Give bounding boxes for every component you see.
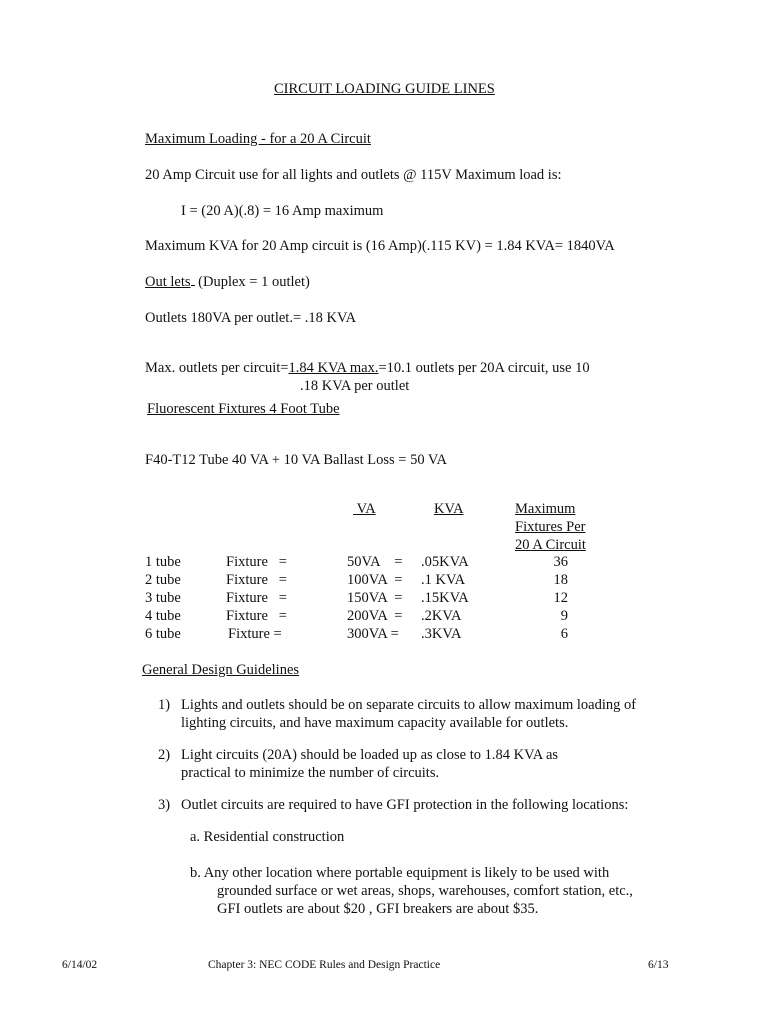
row-2-fixture: Fixture =	[226, 572, 287, 588]
row-5-kva: .3KVA	[421, 626, 462, 642]
guideline-3-num: 3)	[158, 797, 171, 813]
outlets-per-outlet: Outlets 180VA per outlet.= .18 KVA	[145, 310, 357, 326]
guideline-2-line2: practical to minimize the number of circuits.	[181, 765, 440, 781]
guideline-3-line1: Outlet circuits are required to have GFI protection in the following locations:	[181, 797, 629, 813]
outlets-heading-line	[145, 273, 310, 291]
col-max-header-3: 20 A Circuit	[515, 537, 586, 553]
max-outlets-numerator: 1.84 KVA max.	[288, 360, 379, 376]
row-1-kva: .05KVA	[421, 554, 469, 570]
guideline-1-line2: lighting circuits, and have maximum capacity available for outlets.	[181, 715, 569, 731]
guideline-3-sub-b-line3: GFI outlets are about $20 , GFI breakers are about $35.	[217, 901, 539, 917]
max-loading-heading: Maximum Loading - for a 20 A Circuit	[145, 131, 371, 147]
row-1-va: 50VA =	[347, 554, 403, 570]
max-outlets-suffix: =10.1 outlets per 20A circuit, use 10	[378, 360, 590, 376]
guideline-3-sub-b-line2: grounded surface or wet areas, shops, warehouses, comfort station, etc.,	[217, 883, 633, 899]
footer-date: 6/14/02	[62, 959, 98, 971]
row-3-tube: 3 tube	[145, 590, 181, 606]
col-max-header-2: Fixtures Per	[515, 519, 586, 535]
max-outlets-prefix: Max. outlets per circuit=	[145, 360, 289, 376]
guidelines-heading: General Design Guidelines	[142, 662, 300, 678]
footer-page: 6/13	[648, 959, 669, 971]
col-max-header-1: Maximum	[515, 501, 576, 517]
row-3-kva: .15KVA	[421, 590, 469, 606]
guideline-3-sub-b-line1: b. Any other location where portable equipment is likely to be used with	[190, 865, 610, 881]
row-5-va: 300VA =	[347, 626, 399, 642]
row-1-tube: 1 tube	[145, 554, 181, 570]
row-4-va: 200VA =	[347, 608, 403, 624]
row-1-max: 36	[553, 554, 568, 570]
guideline-1-num: 1)	[158, 697, 171, 713]
row-3-max: 12	[553, 590, 568, 606]
row-2-va: 100VA =	[347, 572, 403, 588]
row-3-fixture: Fixture =	[226, 590, 287, 606]
max-kva-line: Maximum KVA for 20 Amp circuit is (16 Amp)(.115 KV) = 1.84 KVA= 1840VA	[145, 238, 615, 254]
row-2-kva: .1 KVA	[421, 572, 466, 588]
outlets-heading-underline	[191, 273, 195, 286]
row-3-va: 150VA =	[347, 590, 403, 606]
row-5-max: 6	[560, 626, 568, 642]
guideline-2-num: 2)	[158, 747, 171, 763]
outlets-note: (Duplex = 1 outlet)	[198, 274, 310, 290]
max-outlets-denominator: .18 KVA per outlet	[300, 378, 410, 394]
max-outlets-line	[145, 359, 590, 377]
row-4-fixture: Fixture =	[226, 608, 287, 624]
col-kva-header: KVA	[434, 501, 464, 517]
fluorescent-line: F40-T12 Tube 40 VA + 10 VA Ballast Loss = 50 VA	[145, 452, 448, 468]
current-formula: I = (20 A)(.8) = 16 Amp maximum	[181, 203, 384, 219]
guideline-1-line1: Lights and outlets should be on separate circuits to allow maximum loading of	[181, 697, 637, 713]
row-5-tube: 6 tube	[145, 626, 181, 642]
page-title: CIRCUIT LOADING GUIDE LINES	[274, 81, 495, 97]
col-va-header: VA	[356, 501, 376, 517]
guideline-2-line1: Light circuits (20A) should be loaded up as close to 1.84 KVA as	[181, 747, 559, 763]
row-2-max: 18	[553, 572, 568, 588]
fluorescent-heading: Fluorescent Fixtures 4 Foot Tube	[147, 401, 340, 417]
max-loading-line: 20 Amp Circuit use for all lights and outlets @ 115V Maximum load is:	[145, 167, 562, 183]
footer-chapter: Chapter 3: NEC CODE Rules and Design Practice	[208, 959, 441, 971]
row-4-kva: .2KVA	[421, 608, 462, 624]
row-2-tube: 2 tube	[145, 572, 181, 588]
guideline-3-sub-a: a. Residential construction	[190, 829, 345, 845]
row-4-max: 9	[560, 608, 568, 624]
row-5-fixture: Fixture =	[228, 626, 282, 642]
outlets-heading: Out lets	[145, 274, 191, 290]
row-1-fixture: Fixture =	[226, 554, 287, 570]
row-4-tube: 4 tube	[145, 608, 181, 624]
